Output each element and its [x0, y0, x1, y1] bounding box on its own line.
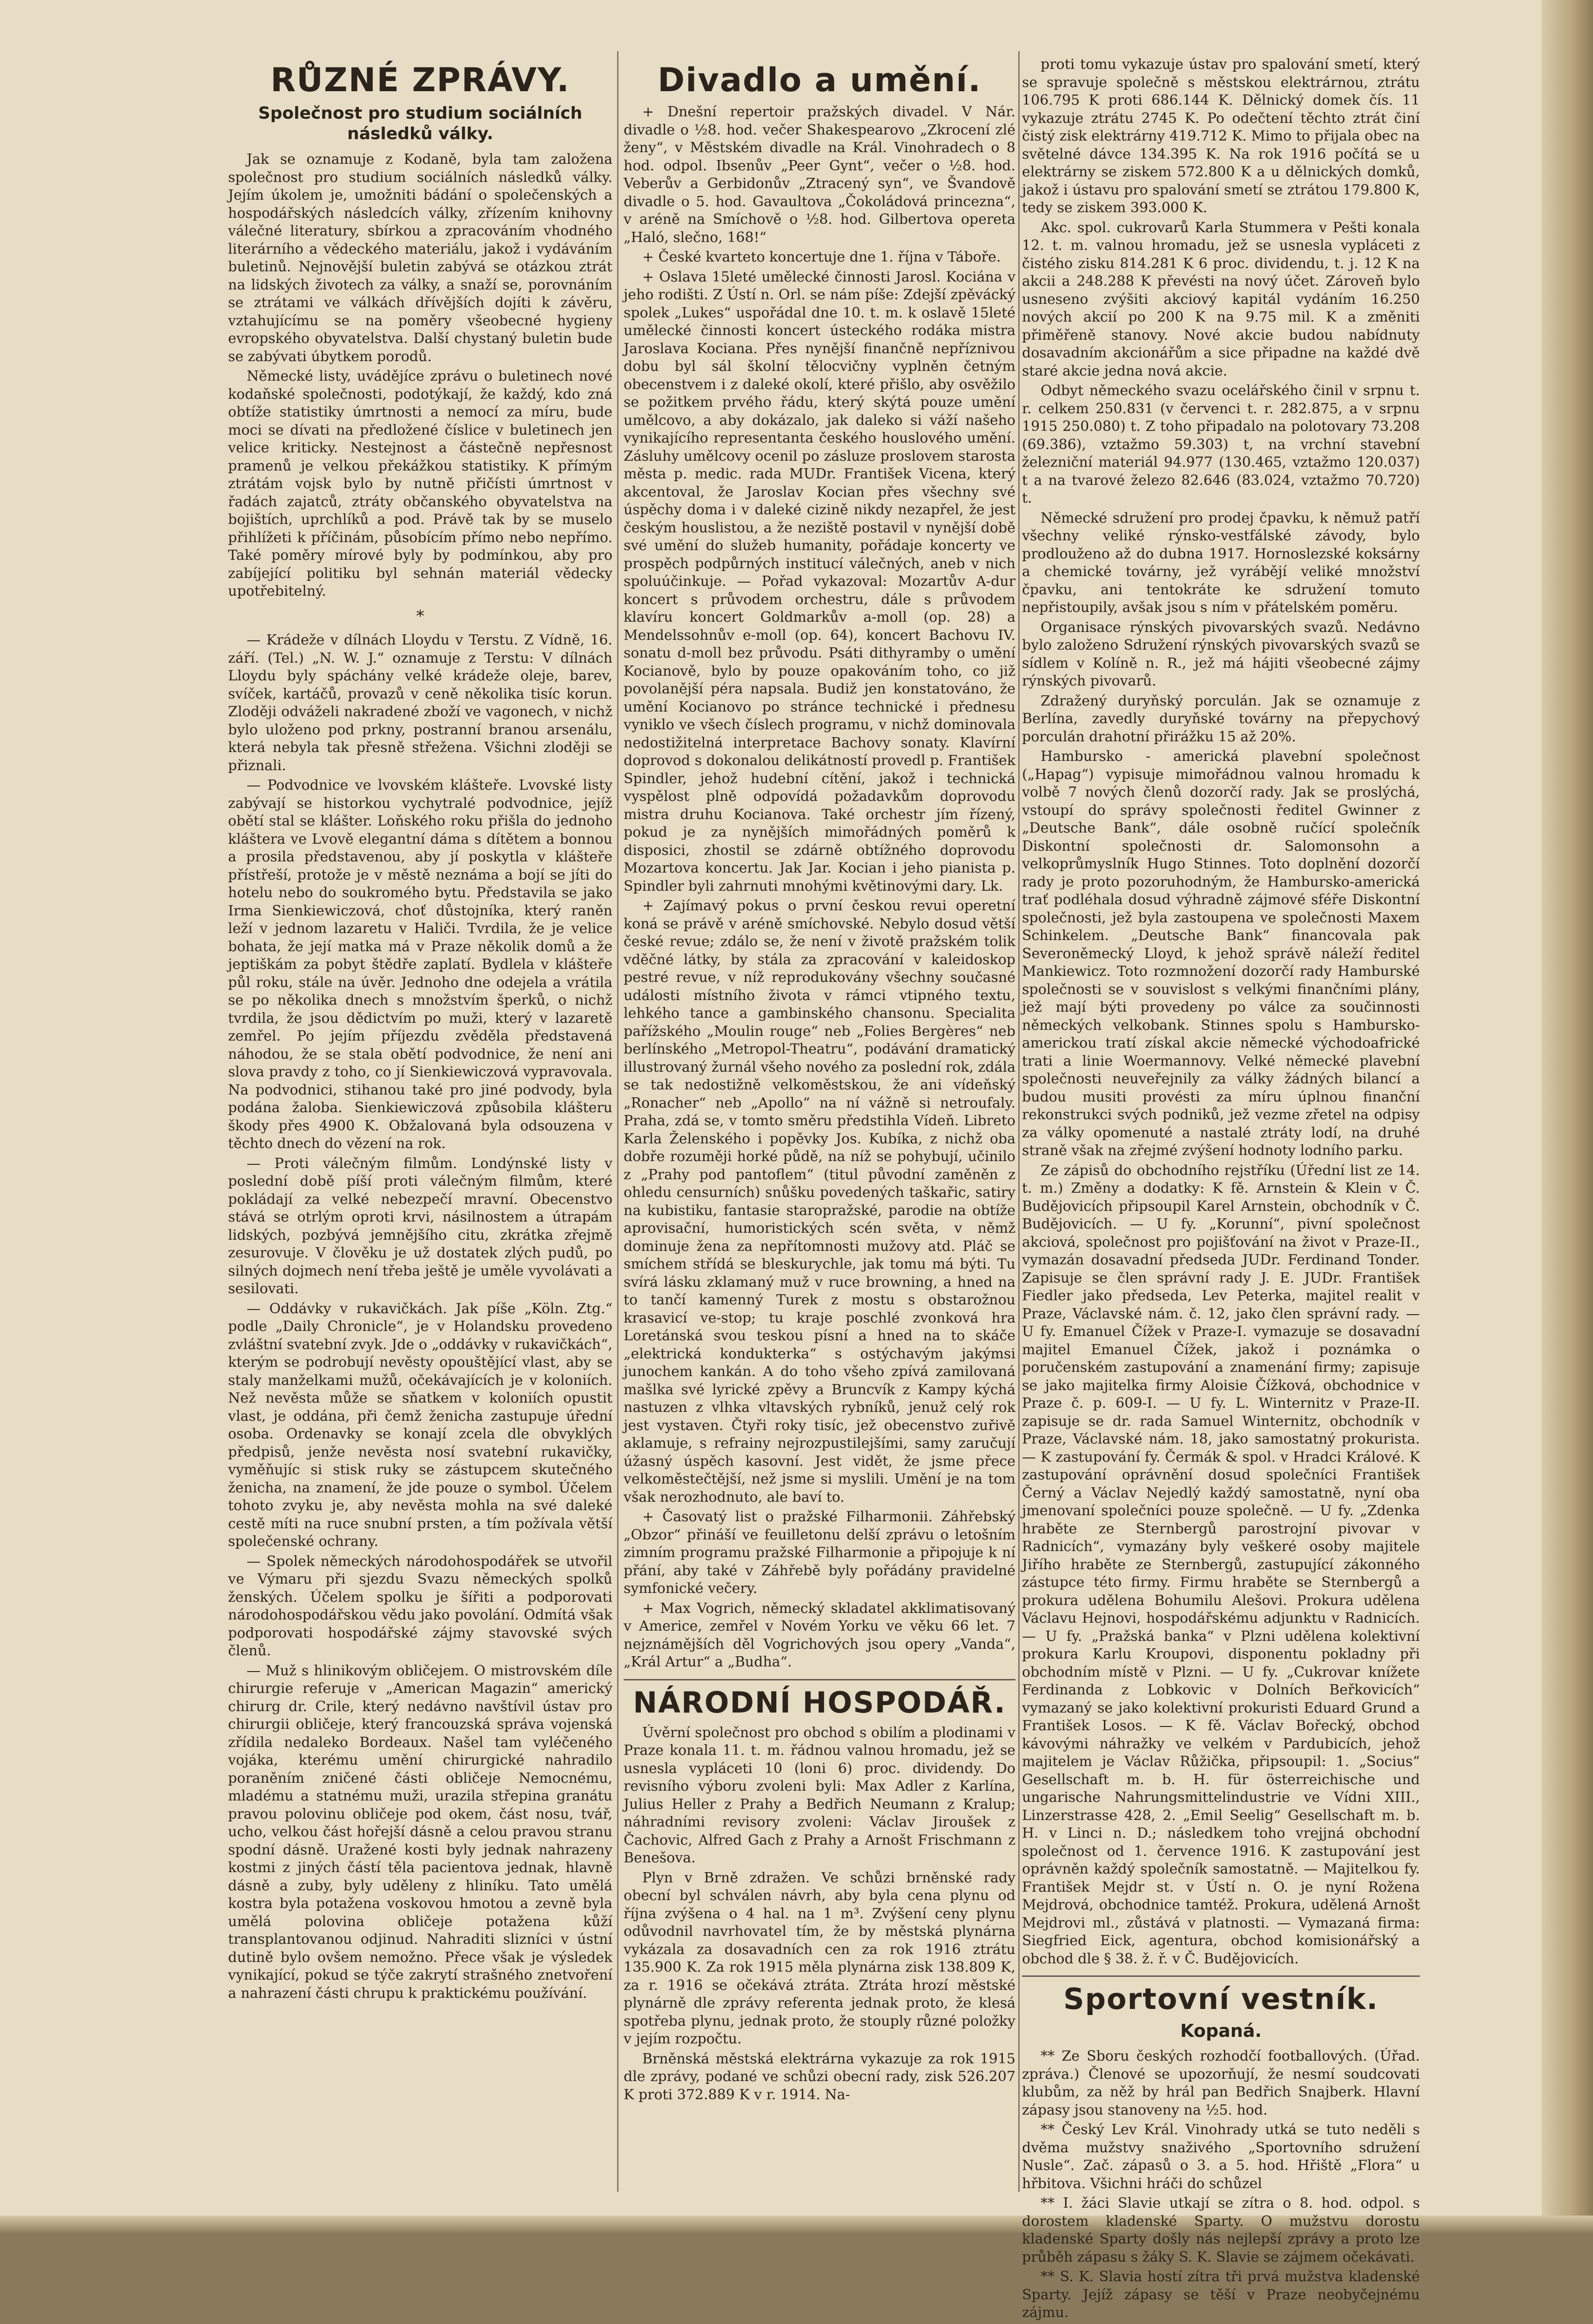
section-heading: NÁRODNÍ HOSPODÁŘ. [633, 1685, 1006, 1719]
news-item: — Spolek německých národohospodářek se utvořil ve Výmaru při sjezdu Svazu německých spolků ženských. Účelem spolku je šířiti a podporovati národohospodářskou vědu jako povolání. Odmítá však podporovati hospodářské zájmy stavovské svých členů. [228, 1553, 612, 1659]
section-divider [1022, 1975, 1420, 1977]
news-item: + Dnešní repertoir pražských divadel. V Nár. divadle o ½8. hod. večer Shakespearovo „Zkrocení zlé ženy“, v Městském divadle na Král. Vinohradech o 8 hod. odpol. Ibsenův „Peer Gynt“, večer o ½8. hod. Veberův a Gerbidonův „Ztracený syn“, ve Švandově divadle o 5. hod. Gavaultova „Čokoládová princezna“, v aréně na Smíchově o ½8. hod. Gilbertova opereta „Haló, slečno, 168!“ [624, 104, 1015, 246]
section-separator: * [416, 606, 424, 625]
article-subheading: Kopaná. [1180, 2021, 1262, 2041]
news-item: Ze zápisů do obchodního rejstříku (Úřední list ze 14. t. m.) Změny a dodatky: K fě. Arnstein & Klein v Č. Budějovicích připsoupil Karel Arnstein, obchodník v Č. Budějovicích. — U fy. „Korunní“, pivní společnost akciová, společnost pro pojišťování na život v Praze-II., vymazán dosavadní předseda JUDr. Ferdinand Tonder. Zapisuje se člen správní rady J. E. JUDr. František Fiedler jako předseda, Lev Peterka, majitel realit v Praze, Václavské nám. č. 12, jako člen správní rady. — U fy. Emanuel Čížek v Praze-I. vymazuje se dosavadní majitel Emanuel Čížek, jakož i poznámka o poručenském zastupování a znamenání firmy; zapisuje se jako majitelka firmy Aloisie Čížková, obchodnice v Praze č. p. 609-I. — U fy. L. Winternitz v Praze-II. zapisuje se dr. rada Samuel Winternitz, obchodník v Praze, Václavské nám. 18, jako samostatný prokurista. — K zastupování fy. Čermák & spol. v Hradci Králové. K zastupování oprávnění dosud společníci František Černý a Václav Nejedlý každý samostatně, nyní oba jmenovaní společníci pouze společně. — U fy. „Zdenka hraběte ze Sternbergů parostrojní pivovar v Radnicích“, vymazány byly veškeré osoby majitele Jiřího hraběte ze Sternbergů, zastupující zákonného zástupce této firmy. Firmu hraběte se Sternbergů a prokura udělena Bohumilu Alešovi. Prokura udělena Václavu Hejnovi, hospodářskému adjunktu v Radnicích. — U fy. „Pražská banka“ v Plzni udělena kolektivní prokura Karlu Kroupovi, disponentu pokladny při obchodním místě v Plzni. — U fy. „Cukrovar knížete Ferdinanda z Lobkovic v Dolních Beřkovicích“ vymazaný se jako kolektivní prokuristi Eduard Grund a František Losos. — K fě. Václav Bořecký, obchod kávovými náhražky ve velkém v Pardubicích, jehož majitelem je Václav Růžička, připsoupil: 1. „Socius“ Gesellschaft m. b. H. für österreichische und ungarische Nahrungsmittelindustrie ve Vídni XIII., Linzerstrasse 428, 2. „Emil Seelig“ Gesellschaft m. b. H. v Linci n. D.; následkem toho vrejjná obchodní společnost od 1. července 1916. K zastupování jest oprávněn každý společník samostatně. — Majitelkou fy. František Mejdr st. v Ústí n. O. je nyní Rožena Mejdrová, obchodnice tamtéž. Prokura, udělená Arnošt Mejdrovi ml., zůstává v platnosti. — Vymazaná firma: Siegfried Eick, agentura, obchod komisionářský a obchod dle § 38. ž. ř. v Č. Budějovicích. [1022, 1162, 1420, 1967]
news-item: Odbyt německého svazu ocelářského činil v srpnu t. r. celkem 250.831 (v červenci t. r. 282.875, a v srpnu 1915 250.080) t. Z toho připadalo na polotovary 73.208 (69.386), vztažmo 59.303) t, na vrchní stavební železniční materiál 94.977 (130.465, vztažmo 120.037) t a na tvarové železo 82.646 (83.024, vztažmo 70.720) t. [1022, 383, 1420, 506]
news-item: + Časovatý list o pražské Filharmonii. Záhřebský „Obzor“ přináší ve feuilletonu delší zprávu o letošním zimním programu pražské Filharmonie a připojuje k ní přání, aby také v Záhřebě byly pořádány pravidelné symfonické večery. [624, 1509, 1015, 1597]
news-item: Akc. spol. cukrovarů Karla Stummera v Pešti konala 12. t. m. valnou hromadu, jež se usnesla vypláceti z čistého zisku 814.281 K 6 proc. dividendu, t. j. 12 K na akcii a 248.288 K převésti na nový účet. Zároveň bylo usneseno zvýšiti akciový kapitál vydáním 16.250 nových akcií po 200 K na 9.75 mil. K a změniti přiměřeně stanovy. Nové akcie budou nabídnuty dosavadním akcionářům a sice připadne na každé dvě staré akcie jedna nová akcie. [1022, 219, 1420, 379]
news-item: + Max Vogrich, německý skladatel akklimatisovaný v Americe, zemřel v Novém Yorku ve věku 66 let. 7 nejznámějších děl Vogrichových jsou opery „Vanda“, „Král Artur“ a „Budha“. [624, 1600, 1015, 1670]
news-item: + České kvarteto koncertuje dne 1. října v Táboře. [642, 249, 1001, 265]
news-item: Brněnská městská elektrárna vykazuje za rok 1915 dle zprávy, podané ve schůzi obecní rady, zisk 526.207 K proti 372.889 K v r. 1914. Na- [624, 2050, 1015, 2103]
article-paragraph: Německé listy, uvádějíce zprávu o buletinech nové kodaňské společnosti, podotýkají, že každý, kdo zná obtíže statistiky úmrtnosti a nemocí za míru, bude moci se dívati na předložené číslice v buletinech jen velice kriticky. Nestejnost a částečně nepřesnost pramenů je velkou překážkou statistiky. K přímým ztrátám vojsk bylo by nutně přičísti úmrtnost v řadách zajatců, ztráty občanského obyvatelstva na bojištích, uprchlíků a pod. Právě tak by se muselo přihlížeti k příčinám, působícím přímo nebo nepřímo. Také poměry mírové byly by podmínkou, aby pro zabíjející politiku byl sehnán materiál vědecky upotřebitelný. [228, 368, 612, 599]
column-ruzne-zpravy [228, 56, 612, 2004]
news-item: Zdražený duryňský porculán. Jak se oznamuje z Berlína, zavedly duryňské továrny na přepychový porculán drahotní přirážku 15 až 20%. [1022, 692, 1420, 745]
column-rule-2 [1018, 51, 1020, 2192]
section-heading: Sportovní vestník. [1063, 1982, 1378, 2016]
news-item: Německé sdružení pro prodej čpavku, k němuž patří všechny veliké rýnsko-vestfálské závody, bylo prodlouženo až do dubna 1917. Hornoslezské koksárny a chemické továrny, jež vyrábějí veliké množství čpavku, ani tentokráte ke sdružení tomuto nepřistoupily, avšak jsou s ním v přátelském poměru. [1022, 510, 1420, 616]
news-item: + Oslava 15leté umělecké činnosti Jarosl. Kociána v jeho rodišti. Z Ústí n. Orl. se nám píše: Zdejší zpěvácký spolek „Lukes“ uspořádal dne 10. t. m. k oslavě 15leté umělecké činnosti koncert ústeckého rodáka mistra Jaroslava Kociana. Přes nynější finančně nepříznivou dobu byl sál školní tělocvičny vyplněn četným obecenstvem i z daleké okolí, které přišlo, aby osvěžilo se požitkem prvého řádu, který skýtá pouze umění umělcovo, a aby dokázalo, jak daleko si váží našeho vynikajícího representanta českého houslového umění. Zásluhy umělcovy ocenil po zásluze proslovem starosta města p. medic. rada MUDr. František Vicena, který akcentoval, že Jaroslav Kocian přes všechny své úspěchy doma i v daleké cizině nikdy nezapřel, že jest českým houslistou, a že neziště postavil v nynější době své umění do služeb humanity, pořádaje koncerty ve prospěch podpůrných institucí válečných, aneb v nich spoluúčinkuje. — Pořad vykazoval: Mozartův A-dur koncert s průvodem orchestru, dále s průvodem klavíru koncert Goldmarkův a-moll (op. 28) a Mendelssohnův e-moll (op. 64), koncert Bachovu IV. sonatu d-moll bez průvodu. Psáti dithyramby o umění Kocianově, bylo by pouze opakováním toho, co již povolanější péra napsala. Budiž jen konstatováno, že umění Kocianovo po stránce technické i přednesu vyniklo ve všech číslech programu, v nichž dominovala nedostižitelná interpretace Bachovy sonaty. Klavírní doprovod s dokonalou delikátností provedl p. František Spindler, jehož hudební cítění, jakož i technická vyspělost plně odpovídá požadavkům doprovodu mistra druhu Kocianova. Také orchestr jím řízený, pokud je za nynějších mimořádných poměrů k disposici, zhostil se zdárně obtížného doprovodu Mozartova koncertu. Jak Jar. Kocian i jeho pianista p. Spindler byli zahrnuti mnohými květinovými dary. Lk. [624, 269, 1015, 894]
section-heading: Divadlo a umění. [658, 61, 981, 99]
news-item: — Oddávky v rukavičkách. Jak píše „Köln. Ztg.“ podle „Daily Chronicle“, je v Holandsku provedeno zvláštní svatební zvyk. Jde o „oddávky v rukavičkách“, kterým se podrobují nevěsty opouštějící vlast, aby se staly manželkami mužů, očekávajících je v koloniích. Než nevěsta může se sňatkem v koloniích opustit vlast, je oddána, při čemž ženicha zastupuje úřední osoba. Ordenavky se konají zcela dle obvyklých předpisů, jenže nevěsta nosí svatební rukavičky, vyměňujíc si stisk ruky se zástupcem skutečného ženicha, na znamení, že jde pouze o symbol. Účelem tohoto zvyku je, aby nevěsta mohla na své daleké cestě míti na ruce snubní prsten, a tím požívala větší společenské ochrany. [228, 1300, 612, 1550]
news-item: ** Český Lev Král. Vinohrady utká se tuto neděli s dvěma mužstvy snaživého „Sportovního sdružení Nusle“. Zač. zápasů o 3. a 5. hod. Hřiště „Flora“ u hřbitova. Všichni hráči do schůzel [1022, 2122, 1420, 2192]
news-item: proti tomu vykazuje ústav pro spalování smetí, který se spravuje společně s městskou elektrárnou, ztrátu 106.795 K proti 686.144 K. Dělnický domek čís. 11 vykazuje ztrátu 2745 K. Po odečtení těchto ztrát činí čistý zisk elektrárny 419.712 K. Mimo to přijala obec na světelné dávce 134.395 K. Na rok 1916 počítá se u elektrárny se ziskem 572.800 K a u dělnických domků, jakož i ústavu pro spalování smetí se ztrátou 179.800 K, tedy se ziskem 393.000 K. [1022, 56, 1420, 216]
section-heading: RŮZNÉ ZPRÁVY. [270, 61, 570, 99]
column-hospodar [1022, 56, 1420, 2324]
news-item: — Proti válečným filmům. Londýnské listy v poslední době píší proti válečným filmům, které pokládají za velké nebezpečí mravní. Obecenstvo stává se otrlým oproti krvi, násilnostem a útrapám lidských, pozbývá jemnějšího citu, zkrátka zřejmě zesurovuje. V člověku je už dostatek zlých pudů, po silných dojmech není třeba ještě je uměle vyvolávati a sesilovati. [228, 1155, 612, 1297]
news-item: ** Ze Sboru českých rozhodčí footballových. (Úřad. zpráva.) Členové se upozorňují, že nesmí soudcovati klubům, za něž by hrál pan Bedřich Snajberk. Hlavní zápasy jsou stanoveny na ½5. hod. [1022, 2048, 1420, 2118]
column-divadlo [624, 56, 1015, 2106]
page-edge-right [1542, 0, 1593, 2234]
news-item: — Krádeže v dílnách Lloydu v Terstu. Z Vídně, 16. září. (Tel.) „N. W. J.“ oznamuje z Terstu: V dílnách Lloydu byly spáchány velké krádeže oleje, barev, svíček, kartáčů, provazů v ceně několika tisíc korun. Zloději odváželi nakradené zboží ve vagonech, v nichž bylo uloženo pod prkny, postranní branou arsenálu, která nebyla tak přesně střežena. Všichni zloději se přiznali. [228, 632, 612, 774]
news-item: — Podvodnice ve lvovském klášteře. Lvovské listy zabývají se historkou vychytralé podvodnice, jejíž obětí stal se klášter. Loňského roku přišla do jednoho kláštera ve Lvově elegantní dáma s dítětem a bonnou a prosila představenou, aby jí poskytla v klášteře přístřeší, protože je v městě neznáma a bojí se jíti do hotelu nebo do soukromého bytu. Představila se jako Irma Sienkiewiczová, choť důstojníka, který raněn leží v jednom lazaretu v Haliči. Tvrdila, že je velice bohata, že její matka má v Praze několik domů a že jeptiškám za pobyt štědře zaplatí. Bydlela v klášteře půl roku, stále na úvěr. Jednoho dne odejela a vrátila se po několika dnech s množstvím šperků, o nichž tvrdila, že jsou dědictvím po muži, který v lazaretě zemřel. Po jejím příjezdu zvěděla představená náhodou, že se stala obětí podvodnice, že není ani slova pravdy z toho, co jí Sienkiewiczová vypravovala. Na podvodnici, stihanou také pro jiné podvody, byla podána žaloba. Sienkiewiczová způsobila klášteru škody přes 4900 K. Obžalovaná byla odsouzena v těchto dnech do vězení na rok. [228, 777, 612, 1152]
news-item: + Zajímavý pokus o první českou revui operetní koná se právě v aréně smíchovské. Nebylo dosud větší české revue; zdálo se, že není v životě pražském tolik vděčné látky, by stála za zpracování v kaleidoskop pestré revue, v níž reprodukovány všechny současné události místního života v rámci vtipného textu, lehkého tance a gambinského chansonu. Specialita pařížského „Moulin rouge“ neb „Folies Bergères“ neb berlínského „Metropol-Theatru“, podávání dramatický illustrovaný žurnál všeho nového za poslední rok, zdála se tak nedostižně velkoměstskou, že ani vídeňský „Ronacher“ neb „Apollo“ na ní vážně si netroufaly. Praha, zdá se, v tomto směru předstihla Vídeň. Libreto Karla Želenského i popěvky Jos. Kubíka, z nichž oba dobře rozuměji horké půdě, na níž se pohybují, učinilo z „Prahy pod pantoflem“ (titul původní zaměněn z ohledu censurních) snůšku povedených taškařic, satiry na kubistiku, fantasie staropražské, parodie na obtíže aprovisační, humoristických scén světa, v němž dominuje žena za nepřítomnosti mužovy atd. Pláč se smíchem střídá se bleskurychle, jak tomu má býti. Tu svírá lásku zklamaný muž v ruce browning, a hned na to tančí kamenný Turek z mostu s obstarožnou krasavicí ve-stop; tu kraje poschlé zvonková hra Loretánská svou teskou písní a hned na to skáče „elektrická kondukterka“ s ostýchavým jakýmsi junochem kankán. A do toho všeho zpívá zamilovaná mašlka své lyrické zpěvy a Bruncvík z Kampy kýchá nastuzen z vlhka vltavských rybníků, jenuž celý rok jest vystaven. Čtyři roky tisíc, jež obecenstvo zuřivě aklamuje, s refrainy nejrozpustilejšími, samy zaručují úžasný úspěch kasovní. Jest vidět, že jsme přece velkoměstečtější, než jsme si myslili. Umění je na tom však nerozhodnuto, ale baví to. [624, 898, 1015, 1505]
news-item: Organisace rýnských pivovarských svazů. Nedávno bylo založeno Sdružení rýnských pivovarských svazů se sídlem v Kolíně n. R., jež má hájiti všeobecné zájmy rýnských pivovarů. [1022, 619, 1420, 689]
news-item: — Muž s hlinikovým obličejem. O mistrovském díle chirurgie referuje v „American Magazin“ americký chirurg dr. Crile, který nedávno navštívil ústav pro chirurgii obličeje, který francouzská správa vojenská zřídila nedaleko Bordeaux. Našel tam vyléčeného vojáka, kterému umění chirurgické nahradilo poraněním zničené části obličeje Nemocnému, mladému a statnému muži, urazila střepina granátu pravou polovinu obličeje pod okem, část nosu, tvář, ucho, velkou část hořejší dásně a celou pravou stranu spodní dásně. Uražené kosti byly jednak nahrazeny kostmi z jiných částí těla pacientova jednak, hlavně dásně a zuby, byly uděleny z hliníku. Tato umělá kostra byla potažena voskovou hmotou a zevně byla umělá polovina obličeje potažena kůží transplantovanou odjinud. Nahraditi slizníci v ústní dutině bylo ovšem nemožno. Přece však je výsledek vynikající, pokud se týče zakrytí strašného znetvoření a nahrazení části chrupu k praktickému používání. [228, 1662, 612, 2002]
news-item: ** S. K. Slavia hostí zítra tři prvá mužstva kladenské Sparty. Jejíž zápasy se těší v Praze neobyčejnému zájmu. [1022, 2269, 1420, 2321]
section-divider [624, 1679, 1015, 1680]
news-item: Úvěrní společnost pro obchod s obilím a plodinami v Praze konala 11. t. m. řádnou valnou hromadu, jež se usnesla vypláceti 10 (loni 6) proc. dividendy. Do revisního výboru zvoleni byli: Max Adler z Karlína, Julius Heller z Prahy a Bedřich Neumann z Kralup; náhradními revisory zvoleni: Václav Jiroušek z Čachovic, Alfred Gach z Prahy a Arnošt Frischmann z Benešova. [624, 1724, 1015, 1866]
news-item: Hambursko - americká plavební společnost („Hapag“) vypisuje mimořádnou valnou hromadu k volbě 7 nových členů dozorčí rady. Jak se proslýchá, vstoupí do správy společnosti ředitel Gwinner z „Deutsche Bank“, dále osobně ručící společník Diskontní společnosti dr. Salomonsohn a velkoprůmyslník Hugo Stinnes. Toto doplnění dozorčí rady je proto pozoruhodným, že Hambursko-americká trať podléhala dosud výhradně zájmové sféře Diskontní společnosti, jež byla zastoupena ve společnosti Maxem Schinkelem. „Deutsche Bank“ financovala pak Severoněmecký Lloyd, k jehož správě náleží ředitel Mankiewicz. Toto rozmnožení dozorčí rady Hamburské společnosti se v souvislost s velkými finančními plány, jež mají býti provedeny po válce za součinnosti německých velkobank. Stinnes spolu s Hambursko-americkou tratí získal akcie německé východoafrické trati a linie Woermannovy. Velké německé plavební společnosti neuveřejnily za války žádných bilancí a budou musiti provésti za míru úplnou finanční rekonstrukci svých podniků, jež vezme zřetel na odpisy za války opomenuté a nastalé ztráty lodí, na druhé straně však na zřejmé zvýšení hodnoty lodního parku. [1022, 748, 1420, 1159]
article-paragraph: Jak se oznamuje z Kodaně, byla tam založena společnost pro studium sociálních následků války. Jejím úkolem je, umožniti bádání o společenských a hospodářských následcích války, zřízením knihovny válečné literatury, sbírkou a zpracováním vhodného literárního a vědeckého materiálu, jakož i vydáváním buletinů. Nejnovější buletin zabývá se otázkou ztrát na lidských životech za války, a snaží se, porovnáním se ztrátami ve válkách dřívějších dojíti k závěru, vztahujícímu se na poměry všeobecné hygieny evropského obyvatelstva. Další chystaný buletin bude se zabývati úbytkem porodů. [228, 151, 612, 365]
column-rule-1 [617, 51, 618, 2192]
news-item: Plyn v Brně zdražen. Ve schůzi brněnské rady obecní byl schválen návrh, aby byla cena plynu od října zvýšena o 4 hal. na 1 m³. Zvýšení ceny plynu odůvodnil navrhovatel tím, že by městská plynárna vykázala za dosavadních cen za rok 1916 ztrátu 135.900 K. Za rok 1915 měla plynárna zisk 138.809 K, za r. 1916 se očekává ztráta. Ztráta hrozí městské plynárně dle zprávy referenta jednak proto, že klesá spotřeba plynu, jednak proto, že stouply různé položky v jejím rozpočtu. [624, 1869, 1015, 2047]
article-subheading: Společnost pro studium sociálních následků války. [258, 104, 583, 143]
news-item: ** I. žáci Slavie utkají se zítra o 8. hod. odpol. s dorostem kladenské Sparty. O mužstvu dorostu kladenské Sparty došly nás nejlepší zprávy a proto lze průběh zápasu s žáky S. K. Slavie se zájmem očekávati. [1022, 2195, 1420, 2265]
